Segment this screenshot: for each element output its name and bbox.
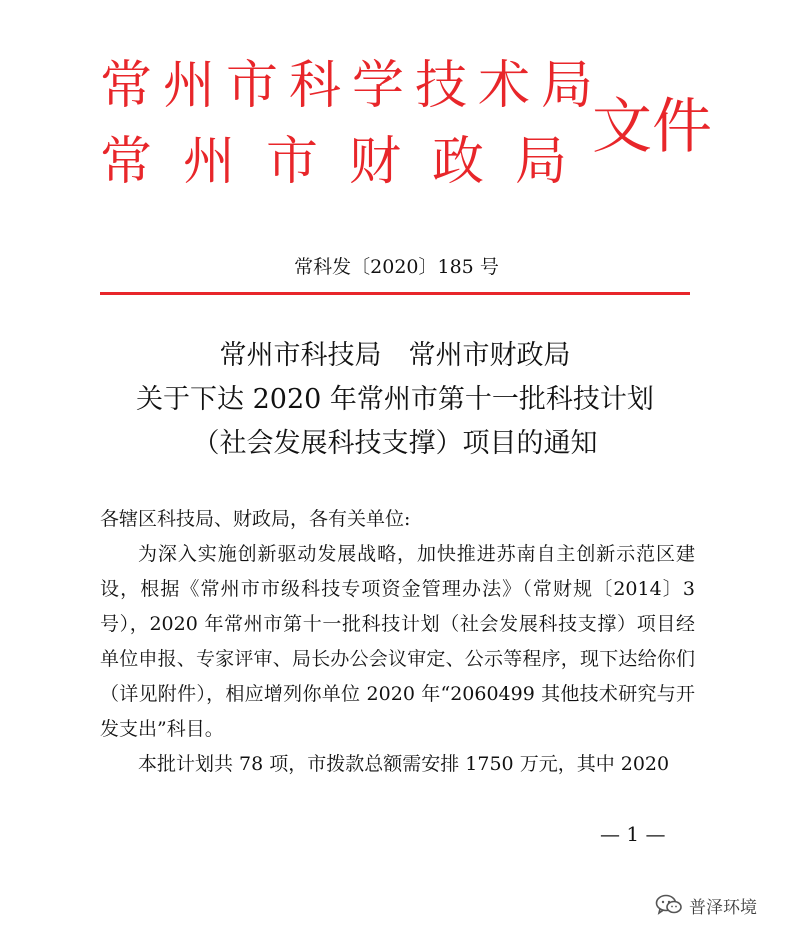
issuer-line-1: 常州市科学技术局 xyxy=(100,56,605,116)
title-line-3: （社会发展科技支撑）项目的通知 xyxy=(192,428,598,459)
document-title xyxy=(80,334,710,466)
title-line-2: 关于下达 2020 年常州市第十一批科技计划 xyxy=(136,384,654,415)
title-line-1: 常州市科技局 常州市财政局 xyxy=(219,340,571,371)
red-divider xyxy=(100,292,690,295)
wechat-icon xyxy=(655,893,683,917)
document-number: 常科发〔2020〕185 号 xyxy=(294,256,499,278)
page-number: — 1 — xyxy=(600,822,666,846)
document-body xyxy=(100,502,695,782)
document-header xyxy=(100,52,712,202)
body-paragraph-2: 本批计划共 78 项，市拨款总额需安排 1750 万元，其中 2020 xyxy=(138,753,670,775)
salutation: 各辖区科技局、财政局，各有关单位: xyxy=(100,508,411,530)
watermark xyxy=(655,892,757,918)
header-suffix: 文件 xyxy=(592,92,712,162)
issuer-line-2: 常州市财政局 xyxy=(100,132,599,192)
watermark-text: 普泽环境 xyxy=(689,897,757,918)
body-paragraph-1: 为深入实施创新驱动发展战略，加快推进苏南自主创新示范区建设，根据《常州市市级科技专项资金管理办法》（常财规〔2014〕3 号），2020 年常州市第十一批科技计划（社会发展科技支撑）项目经单位申报、专家评审、局长办公会议审定、公示等程序，现下达给你们（详见附件），相应增列你单位 2020 年“2060499 其他技术研究与开发支出”科目。 xyxy=(100,543,695,740)
